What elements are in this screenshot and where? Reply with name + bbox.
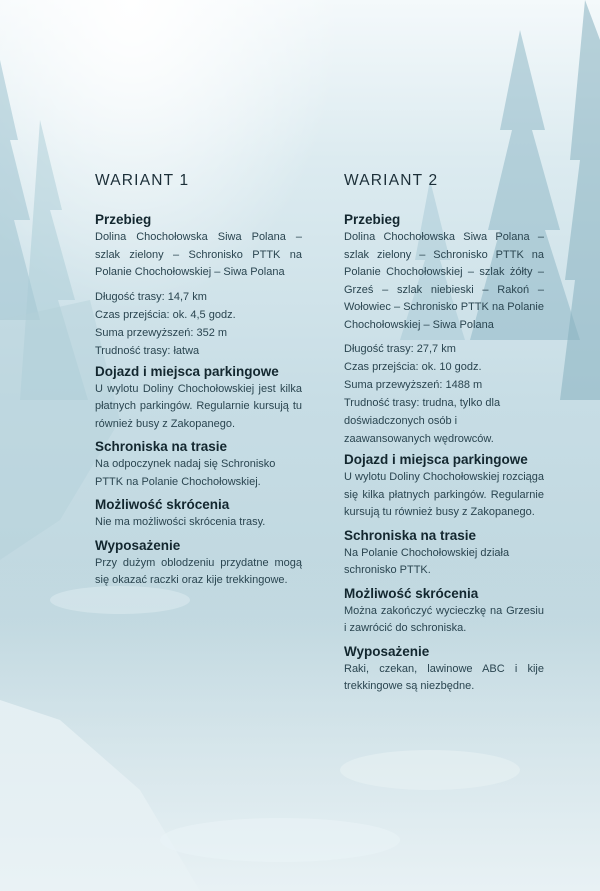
route-heading: Przebieg	[95, 212, 152, 227]
gear-heading: Wyposażenie	[344, 643, 430, 659]
route-stats	[95, 288, 302, 360]
variant-1-column	[95, 172, 302, 594]
shortcut-text: Nie ma możliwości skrócenia trasy.	[95, 516, 266, 528]
huts-text: Na odpoczynek nadaj się Schronisko PTTK na Polanie Chochołowskiej.	[95, 458, 276, 488]
gear-text: Przy dużym oblodzeniu przydatne mogą się okazać raczki oraz kije trekkingowe.	[95, 556, 302, 586]
stat-difficulty: Trudność trasy: łatwa	[95, 344, 200, 357]
stat-time: Czas przejścia: ok. 4,5 godz.	[95, 308, 236, 321]
route-heading: Przebieg	[344, 212, 401, 227]
stat-distance: Długość trasy: 27,7 km	[344, 343, 456, 355]
gear-text: Raki, czekan, lawinowe ABC i kije trekkingowe są niezbędne.	[344, 662, 544, 692]
variant-2-column	[344, 172, 544, 700]
stat-distance: Długość trasy: 14,7 km	[95, 290, 207, 303]
access-heading: Dojazd i miejsca parkingowe	[95, 363, 279, 379]
stat-elevation: Suma przewyższeń: 1488 m	[344, 379, 483, 391]
huts-text: Na Polanie Chochołowskiej działa schronisko PTTK.	[344, 546, 510, 576]
route-text: Dolina Chochołowska Siwa Polana – szlak zielony – Schronisko PTTK na Polanie Chochołowskiej – szlak żółty – Grześ – szlak niebieski – Rakoń – Wołowiec – Schronisko PTTK na Polanie Chochołowskiej – Siwa Polana	[344, 231, 544, 331]
shortcut-text: Można zakończyć wycieczkę na Grzesiu i zawrócić do schroniska.	[344, 604, 544, 634]
variant-2-title: WARIANT 2	[344, 172, 439, 189]
huts-heading: Schroniska na trasie	[344, 527, 477, 543]
stat-difficulty: Trudność trasy: trudna, tylko dla doświadczonych osób i zaawansowanych wędrowców.	[344, 397, 501, 445]
shortcut-heading: Możliwość skrócenia	[95, 497, 230, 512]
stat-time: Czas przejścia: ok. 10 godz.	[344, 361, 482, 373]
access-text: U wylotu Doliny Chochołowskiej rozciąga się kilka płatnych parkingów. Regularnie kursują tu również busy z Zakopanego.	[344, 471, 544, 518]
huts-heading: Schroniska na trasie	[95, 439, 228, 454]
stat-elevation: Suma przewyższeń: 352 m	[95, 326, 228, 339]
variant-1-title: WARIANT 1	[95, 172, 190, 189]
access-text: U wylotu Doliny Chochołowskiej jest kilka płatnych parkingów. Regularnie kursują tu również busy z Zakopanego.	[95, 382, 302, 430]
shortcut-heading: Możliwość skrócenia	[344, 585, 479, 601]
route-stats	[344, 340, 544, 448]
gear-heading: Wyposażenie	[95, 537, 181, 553]
access-heading: Dojazd i miejsca parkingowe	[344, 452, 528, 467]
route-text: Dolina Chochołowska Siwa Polana – szlak zielony – Schronisko PTTK na Polanie Chochołowskiej – Siwa Polana	[95, 231, 302, 278]
